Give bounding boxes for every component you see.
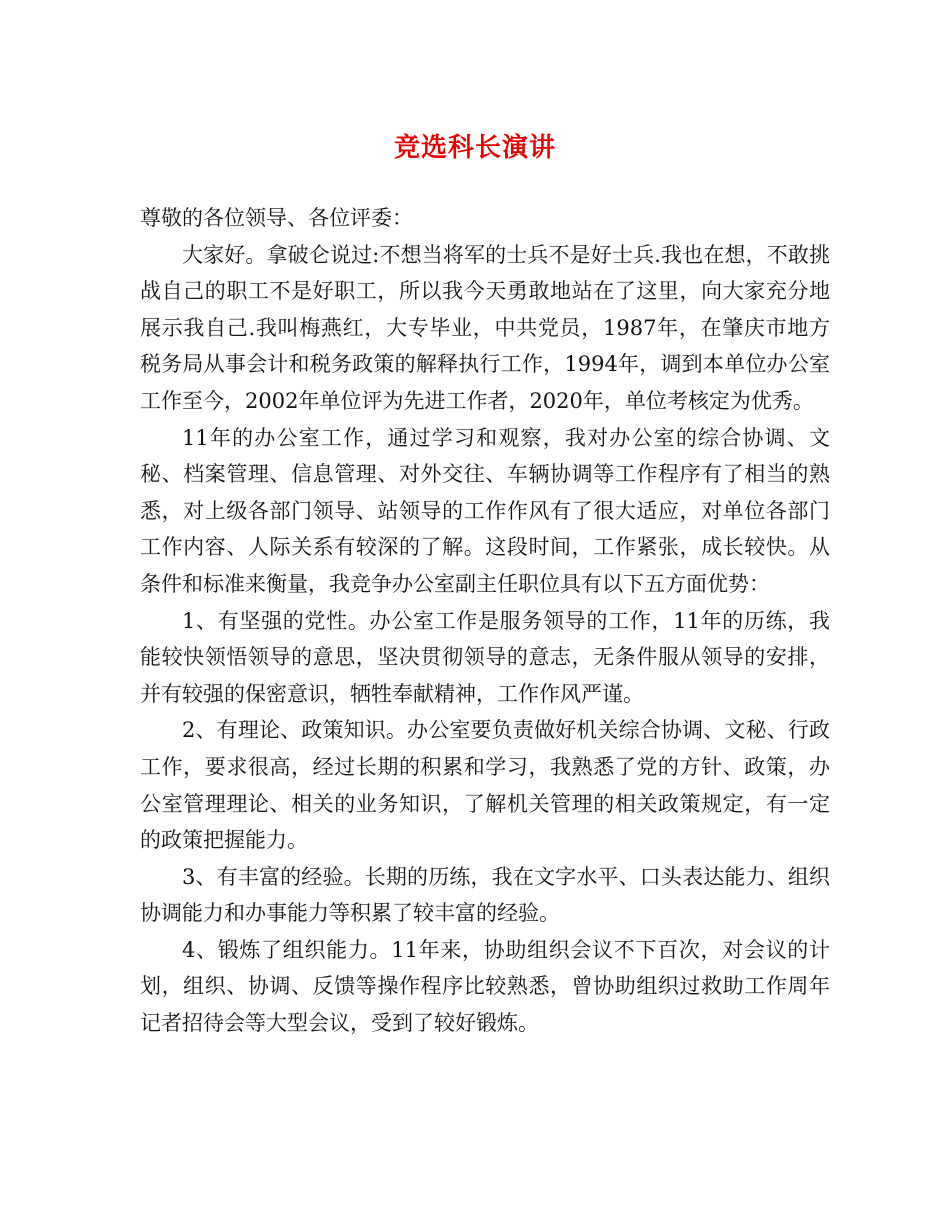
paragraph-point-3: 3、有丰富的经验。长期的历练，我在文字水平、口头表达能力、组织协调能力和办事能力等积累了较丰富的经验。: [140, 864, 830, 926]
paragraph-point-1: 1、有坚强的党性。办公室工作是服务领导的工作，11年的历练，我能较快领悟领导的意思，坚决贯彻领导的意志，无条件服从领导的安排，并有较强的保密意识，牺牲奉献精神，工作作风严谨。: [140, 608, 830, 706]
paragraph-experience: 11年的办公室工作，通过学习和观察，我对办公室的综合协调、文秘、档案管理、信息管理、对外交往、车辆协调等工作程序有了相当的熟悉，对上级各部门领导、站领导的工作作风有了很大适应，对单位各部门工作内容、人际关系有较深的了解。这段时间，工作紧张，成长较快。从条件和标准来衡量，我竞争办公室副主任职位具有以下五方面优势：: [140, 425, 830, 596]
document-body: [140, 200, 830, 1042]
document-title: 竞选科长演讲: [393, 133, 556, 163]
paragraph-intro: 大家好。拿破仑说过:不想当将军的士兵不是好士兵.我也在想，不敢挑战自己的职工不是好职工，所以我今天勇敢地站在了这里，向大家充分地展示我自己.我叫梅燕红，大专毕业，中共党员，1987年，在肇庆市地方税务局从事会计和税务政策的解释执行工作，1994年，调到本单位办公室工作至今，2002年单位评为先进工作者，2020年，单位考核定为优秀。: [140, 242, 830, 413]
salutation: 尊敬的各位领导、各位评委：: [140, 206, 413, 230]
paragraph-point-4: 4、锻炼了组织能力。11年来，协助组织会议不下百次，对会议的计划，组织、协调、反馈等操作程序比较熟悉，曾协助组织过救助工作周年记者招待会等大型会议，受到了较好锻炼。: [140, 937, 830, 1036]
paragraph-point-2: 2、有理论、政策知识。办公室要负责做好机关综合协调、文秘、行政工作，要求很高，经过长期的积累和学习，我熟悉了党的方针、政策，办公室管理理论、相关的业务知识，了解机关管理的相关政策规定，有一定的政策把握能力。: [140, 718, 830, 853]
